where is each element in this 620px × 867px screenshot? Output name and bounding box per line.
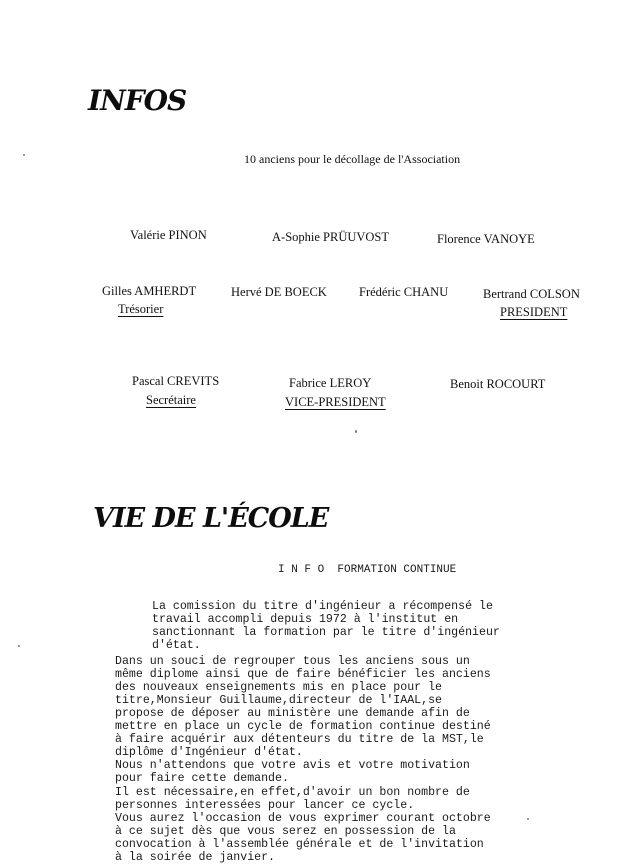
text-line: à ce sujet dès que vous serez en possession de la	[115, 825, 456, 838]
text-line: Vous aurez l'occasion de vous exprimer courant octobre	[115, 812, 491, 825]
ecole-subtitle: I N F O FORMATION CONTINUE	[278, 564, 457, 576]
text-line: des nouveaux enseignements mis en place pour le	[115, 681, 442, 694]
scan-speck	[355, 430, 357, 433]
text-line: même diplome ainsi que de faire bénéficier les anciens	[115, 668, 491, 681]
member-role: PRESIDENT	[500, 305, 568, 319]
text-line: pour faire cette demande.	[115, 772, 289, 785]
member-role: VICE-PRESIDENT	[285, 395, 386, 409]
text-line: à la soirée de janvier.	[115, 851, 276, 864]
infos-subtitle: 10 anciens pour le décollage de l'Association	[244, 152, 461, 166]
member-name: Hervé DE BOECK	[231, 285, 327, 299]
text-line: travail accompli depuis 1972 à l'institut en	[152, 613, 459, 626]
text-line: titre,Monsieur Guillaume,directeur de l'IAAL,se	[115, 694, 442, 707]
member-name: Florence VANOYE	[437, 232, 535, 246]
text-line: convocation à l'assemblée générale et de l'invitation	[115, 838, 484, 851]
text-line: d'état.	[152, 639, 201, 652]
member-role: Trésorier	[118, 302, 164, 316]
member-name: Frédéric CHANU	[359, 285, 449, 299]
text-line: personnes interessées pour lancer ce cycle.	[115, 799, 415, 812]
scan-speck	[527, 818, 529, 820]
scan-speck	[23, 154, 25, 156]
text-line: Dans un souci de regrouper tous les anciens sous un	[115, 655, 470, 668]
member-name: Fabrice LEROY	[289, 376, 372, 390]
member-name: A-Sophie PRÜUVOST	[272, 230, 390, 244]
text-line: La comission du titre d'ingénieur a récompensé le	[152, 600, 493, 613]
member-role: Secrétaire	[146, 393, 196, 407]
member-name: Bertrand COLSON	[483, 287, 580, 301]
member-name: Benoit ROCOURT	[450, 377, 546, 391]
ecole-heading: VIE DE L'ÉCOLE	[93, 503, 329, 534]
text-line: Il est nécessaire,en effet,d'avoir un bon nombre de	[115, 786, 470, 799]
member-name: Valérie PINON	[130, 228, 207, 242]
member-name: Pascal CREVITS	[132, 374, 220, 388]
scan-speck	[18, 645, 20, 647]
text-line: sanctionnant la formation par le titre d'ingénieur	[152, 626, 500, 639]
text-line: Nous n'attendons que votre avis et votre motivation	[115, 759, 470, 772]
member-name: Gilles AMHERDT	[102, 284, 197, 298]
text-line: à faire acquérir aux détenteurs du titre de la MST,le	[115, 733, 484, 746]
infos-heading: INFOS	[88, 84, 187, 117]
text-line: propose de déposer au ministère une demande afin de	[115, 707, 470, 720]
text-line: diplôme d'Ingénieur d'état.	[115, 746, 303, 759]
text-line: mettre en place un cycle de formation continue destiné	[115, 720, 491, 733]
